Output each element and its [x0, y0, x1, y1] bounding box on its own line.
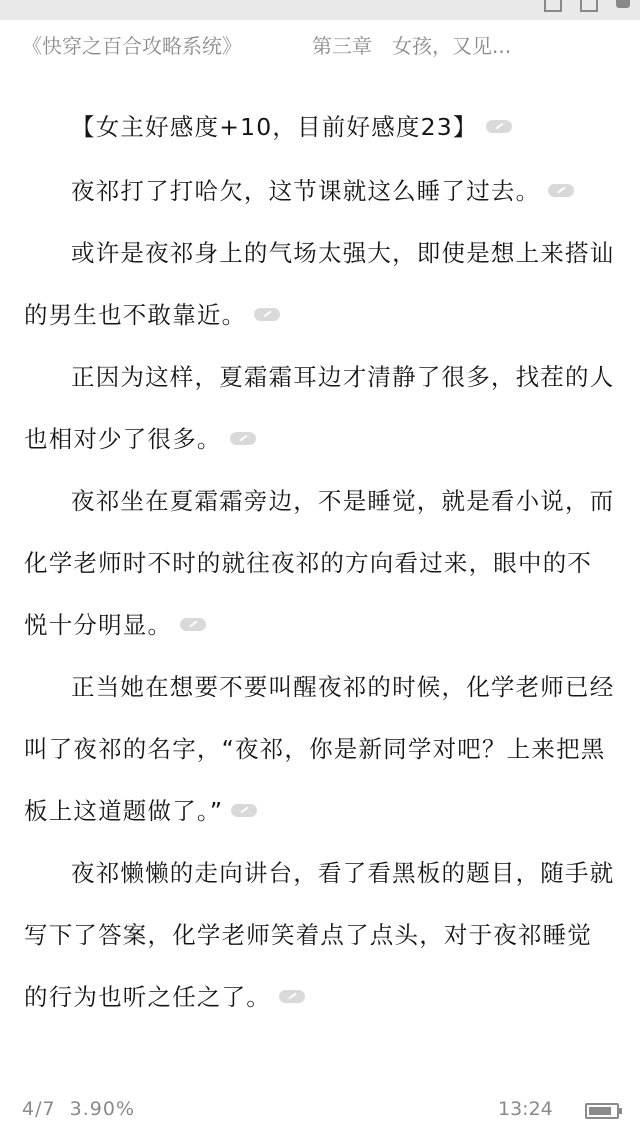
pencil-note-icon[interactable] — [180, 618, 206, 631]
pencil-note-icon[interactable] — [230, 432, 256, 445]
paragraph-text: 夜祁懒懒的走向讲台，看了看黑板的题目，随手就写下了答案，化学老师笑着点了点头，对于夜祁睡觉的行为也听之任之了。 — [24, 859, 615, 1011]
paragraph-text: 夜祁打了打哈欠，这节课就这么睡了过去。 — [71, 177, 541, 205]
battery-icon — [585, 1103, 619, 1119]
pencil-note-icon[interactable] — [231, 804, 257, 817]
paragraph[interactable] — [24, 842, 616, 1028]
status-bar — [0, 0, 640, 20]
reader-footer — [0, 1098, 640, 1126]
battery-tip — [619, 1108, 622, 1114]
pencil-note-icon[interactable] — [279, 990, 305, 1003]
paragraph[interactable] — [24, 346, 616, 470]
percent-indicator: 3.90% — [69, 1098, 136, 1120]
reader-header — [22, 30, 622, 60]
chapter-content[interactable] — [24, 96, 616, 1028]
paragraph[interactable] — [24, 656, 616, 842]
paragraph-text: 夜祁坐在夏霜霜旁边，不是睡觉，就是看小说，而化学老师时不时的就往夜祁的方向看过来，眼中的不悦十分明显。 — [24, 487, 615, 639]
paragraph-text: 【女主好感度+10，目前好感度23】 — [71, 113, 478, 141]
paragraph[interactable] — [24, 96, 616, 158]
clock: 13:24 — [498, 1098, 553, 1120]
status-icons — [544, 0, 630, 16]
pencil-note-icon[interactable] — [548, 184, 574, 197]
pencil-note-icon[interactable] — [486, 120, 512, 133]
reading-progress — [22, 1098, 135, 1120]
pencil-note-icon[interactable] — [254, 308, 280, 321]
book-title: 《快穿之百合攻略系统》 — [22, 34, 242, 58]
paragraph-text: 或许是夜祁身上的气场太强大，即使是想上来搭讪的男生也不敢靠近。 — [24, 239, 615, 329]
page-indicator: 4/7 — [22, 1098, 56, 1120]
battery-fill — [589, 1107, 611, 1115]
paragraph-text: 正因为这样，夏霜霜耳边才清静了很多，找茬的人也相对少了很多。 — [24, 363, 615, 453]
paragraph-text: 正当她在想要不要叫醒夜祁的时候，化学老师已经叫了夜祁的名字，“夜祁，你是新同学对吧？上来把黑板上这道题做了。” — [24, 673, 615, 825]
chapter-title: 第三章 女孩，又见... — [312, 34, 512, 58]
status-icon — [544, 0, 562, 12]
battery-status-icon — [616, 0, 630, 8]
paragraph[interactable] — [24, 470, 616, 656]
paragraph[interactable] — [24, 160, 616, 222]
status-icon — [580, 0, 598, 12]
paragraph[interactable] — [24, 222, 616, 346]
